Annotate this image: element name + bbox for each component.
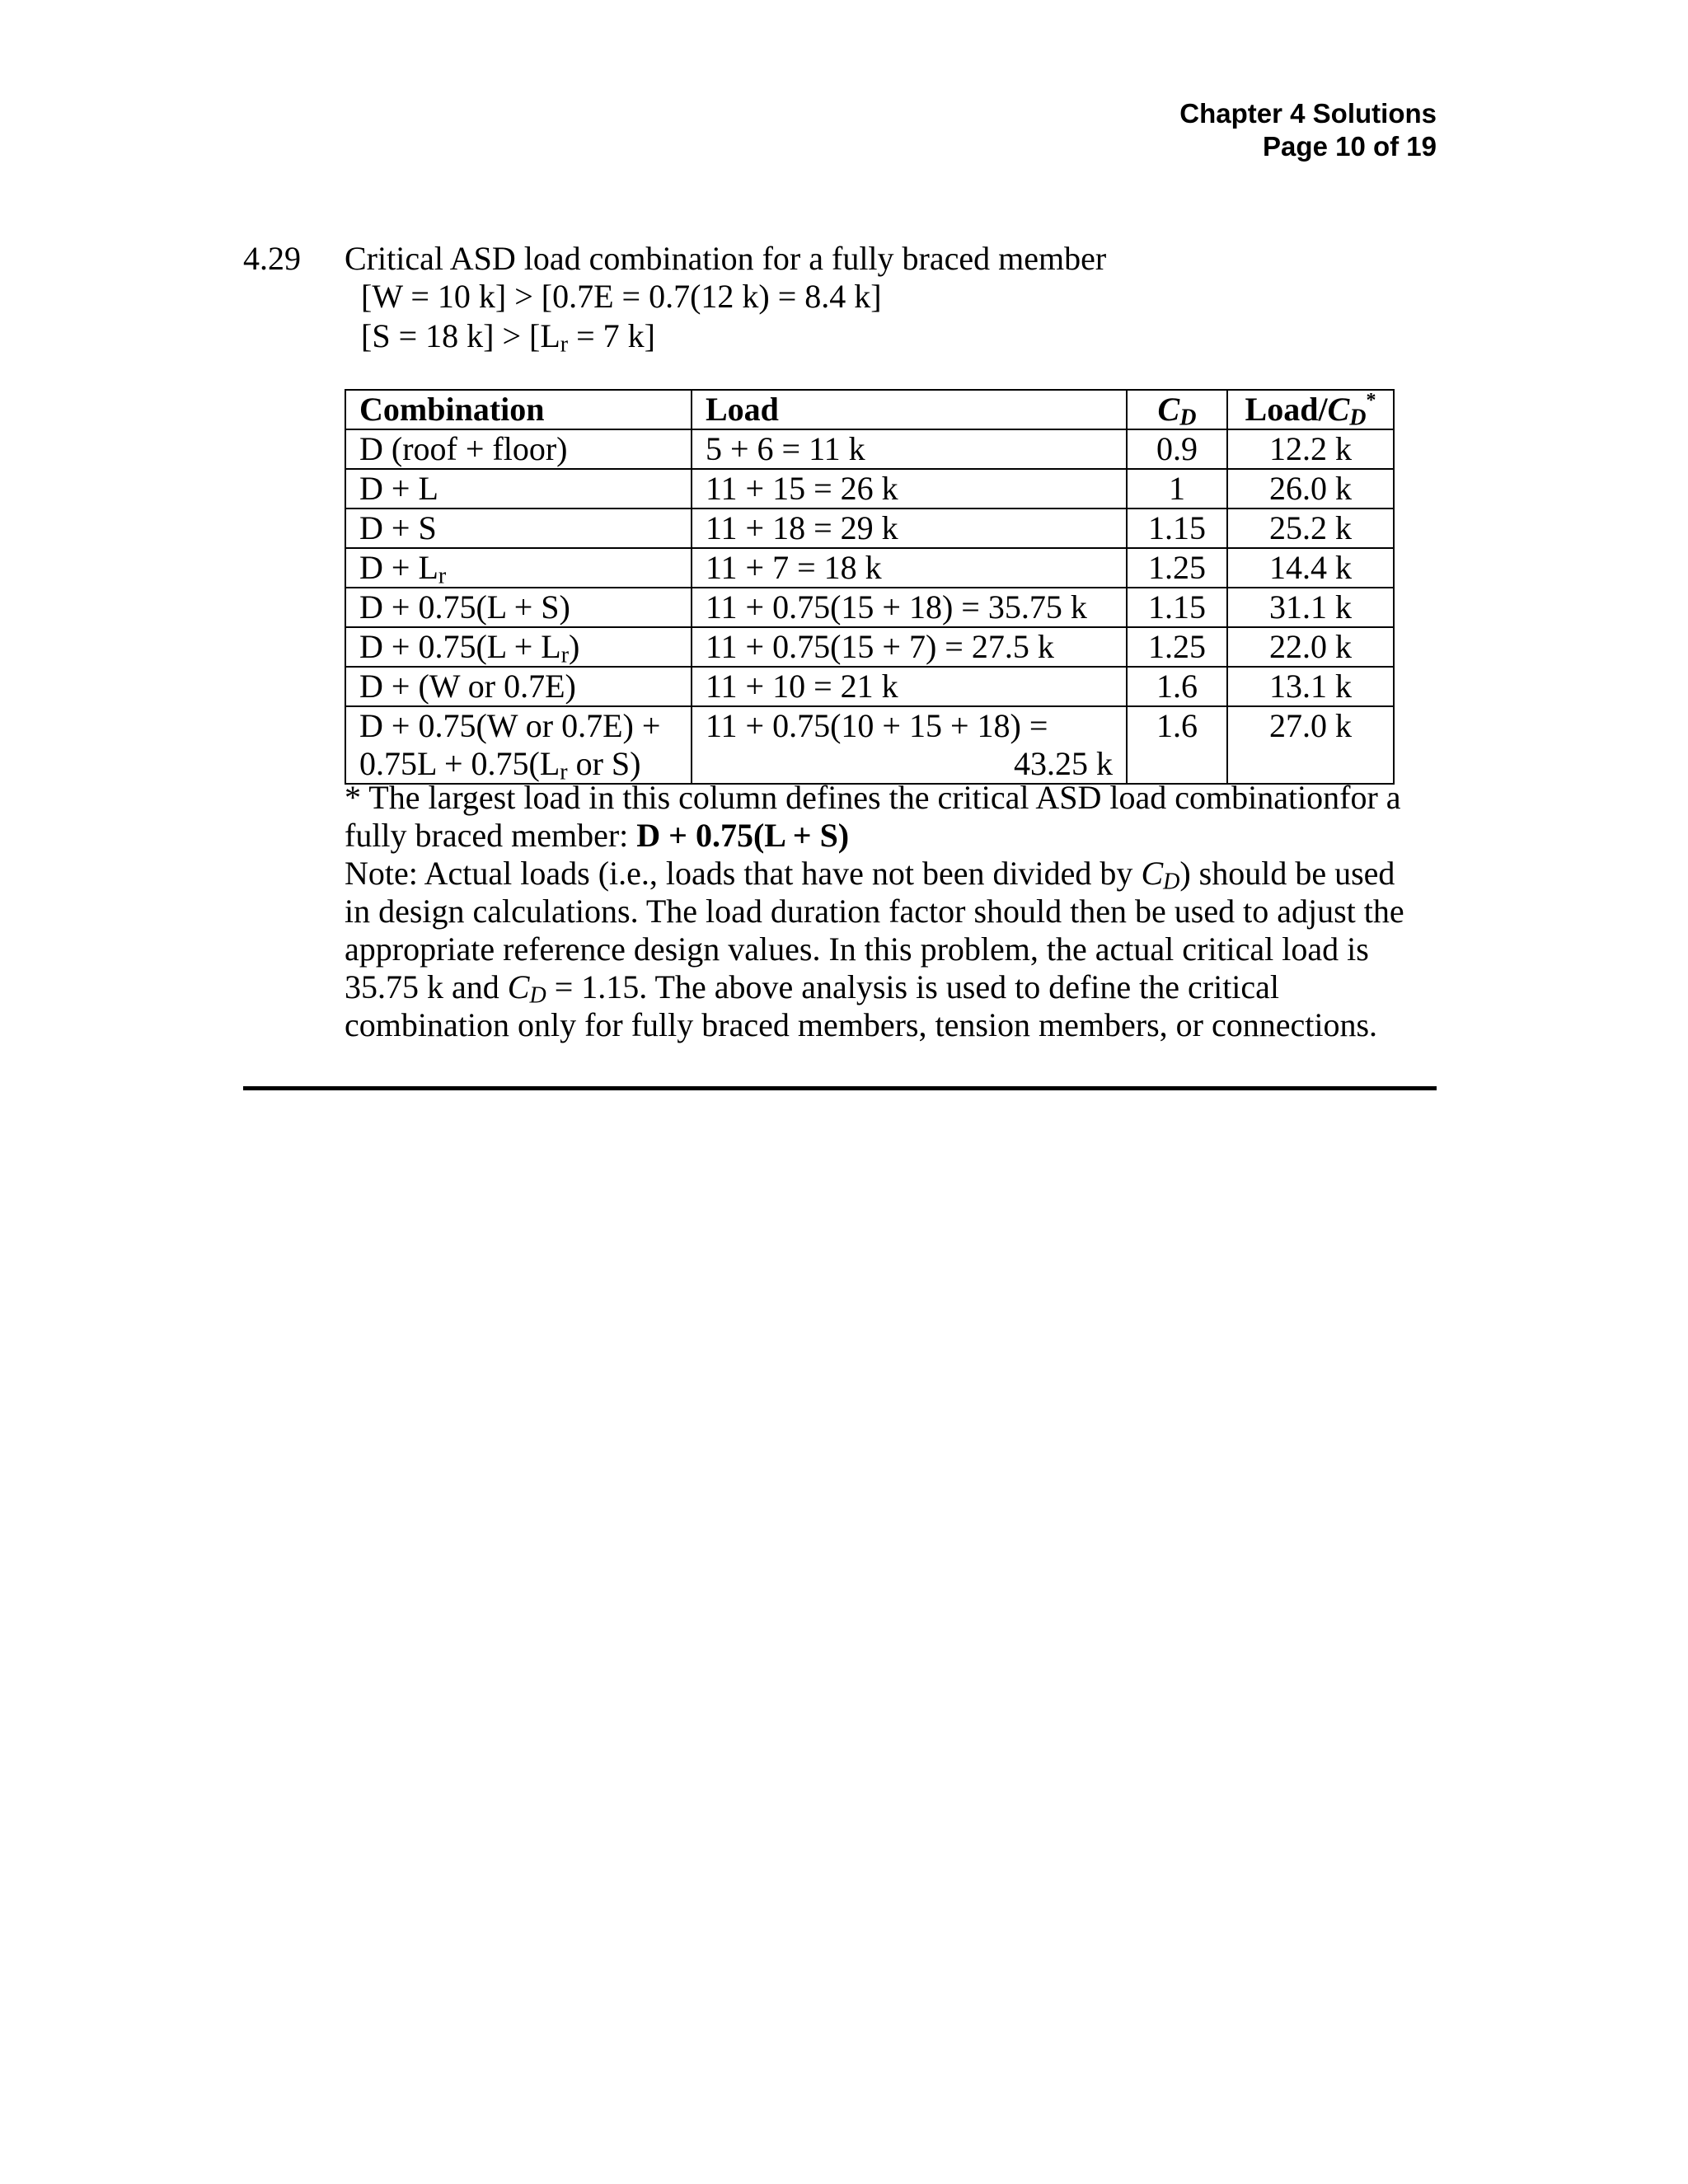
load-cell: 11 + 10 = 21 k — [692, 667, 1127, 706]
combo-cell: D (roof + floor) — [345, 429, 692, 469]
load-cell: 11 + 18 = 29 k — [692, 509, 1127, 548]
table-row — [345, 627, 1394, 667]
footnote: * The largest load in this column defines the critical ASD load combinationfor a fully braced member: D + 0.75(L + S) — [345, 779, 1401, 854]
given-line-2: [S = 18 $k] > [L_r = 7$ k] — [361, 317, 655, 358]
notes-section — [345, 779, 1424, 1044]
load-cell: 11 + 7 = 18 k — [692, 548, 1127, 588]
table-row — [345, 548, 1394, 588]
table-row — [345, 509, 1394, 548]
cd-cell: 1.15 — [1127, 509, 1227, 548]
ratio-cell: 26.0 k — [1227, 469, 1394, 509]
cd-cell: 1.25 — [1127, 627, 1227, 667]
table-row — [345, 706, 1394, 784]
note-paragraph: Note: Actual loads (i.e., loads that have not been divided by $C_D$) should be used in design calculations. The load duration factor should then be used to adjust the appropriate reference design values. In this problem, the actual critical load is 35.75 k and $C_D = 1.15$. The above analysis is used to define the critical combination only for fully braced members, tension members, or connections. — [345, 855, 1404, 1043]
chapter-title: Chapter 4 Solutions — [1179, 98, 1437, 129]
given-line-1: [W = 10 k] > [0.7E = 0.7(12 k) = 8.4 k] — [361, 278, 882, 315]
page-header — [1179, 97, 1437, 163]
table-row — [345, 588, 1394, 627]
ratio-cell: 12.2 k — [1227, 429, 1394, 469]
cd-cell: 1.6 — [1127, 706, 1227, 784]
header-cd: $C_D$ — [1127, 390, 1227, 429]
section-divider — [243, 1086, 1437, 1090]
cd-cell: 1.25 — [1127, 548, 1227, 588]
load-cell: 11 + 0.75(15 + 18) = 35.75 k — [692, 588, 1127, 627]
load-combination-table — [345, 389, 1395, 785]
table-row — [345, 667, 1394, 706]
combo-cell: D + 0.75(L + S) — [345, 588, 692, 627]
combo-cell: $D + L_r$ — [345, 548, 692, 588]
combo-cell: D + 0.75(W or 0.7E) + $0.75L + 0.75(L_r$ or S) — [345, 706, 692, 784]
problem-number: 4.29 — [243, 240, 301, 277]
header-load: Load — [692, 390, 1127, 429]
cd-cell: 1.6 — [1127, 667, 1227, 706]
header-combination: Combination — [345, 390, 692, 429]
load-cell: 11 + 0.75(10 + 15 + 18) = 43.25 k — [692, 706, 1127, 784]
combo-cell: $D + 0.75(L + L_r)$ — [345, 627, 692, 667]
combo-cell: D + S — [345, 509, 692, 548]
given-conditions — [361, 277, 882, 356]
header-load-over-cd: Load/$C_D^*$ — [1227, 390, 1394, 429]
load-cell: 5 + 6 = 11 k — [692, 429, 1127, 469]
load-cell: 11 + 0.75(15 + 7) = 27.5 k — [692, 627, 1127, 667]
combo-cell: D + (W or 0.7E) — [345, 667, 692, 706]
cd-cell: 1.15 — [1127, 588, 1227, 627]
load-cell: 11 + 15 = 26 k — [692, 469, 1127, 509]
ratio-cell: 25.2 k — [1227, 509, 1394, 548]
ratio-cell: 14.4 k — [1227, 548, 1394, 588]
ratio-cell: 22.0 k — [1227, 627, 1394, 667]
cd-cell: 0.9 — [1127, 429, 1227, 469]
cd-cell: 1 — [1127, 469, 1227, 509]
ratio-cell: 27.0 k — [1227, 706, 1394, 784]
problem-title: Critical ASD load combination for a fully braced member — [345, 240, 1107, 277]
table-row — [345, 469, 1394, 509]
combo-cell: D + L — [345, 469, 692, 509]
table-row — [345, 429, 1394, 469]
ratio-cell: 31.1 k — [1227, 588, 1394, 627]
table-header-row — [345, 390, 1394, 429]
ratio-cell: 13.1 k — [1227, 667, 1394, 706]
page-number: Page 10 of 19 — [1263, 131, 1437, 162]
